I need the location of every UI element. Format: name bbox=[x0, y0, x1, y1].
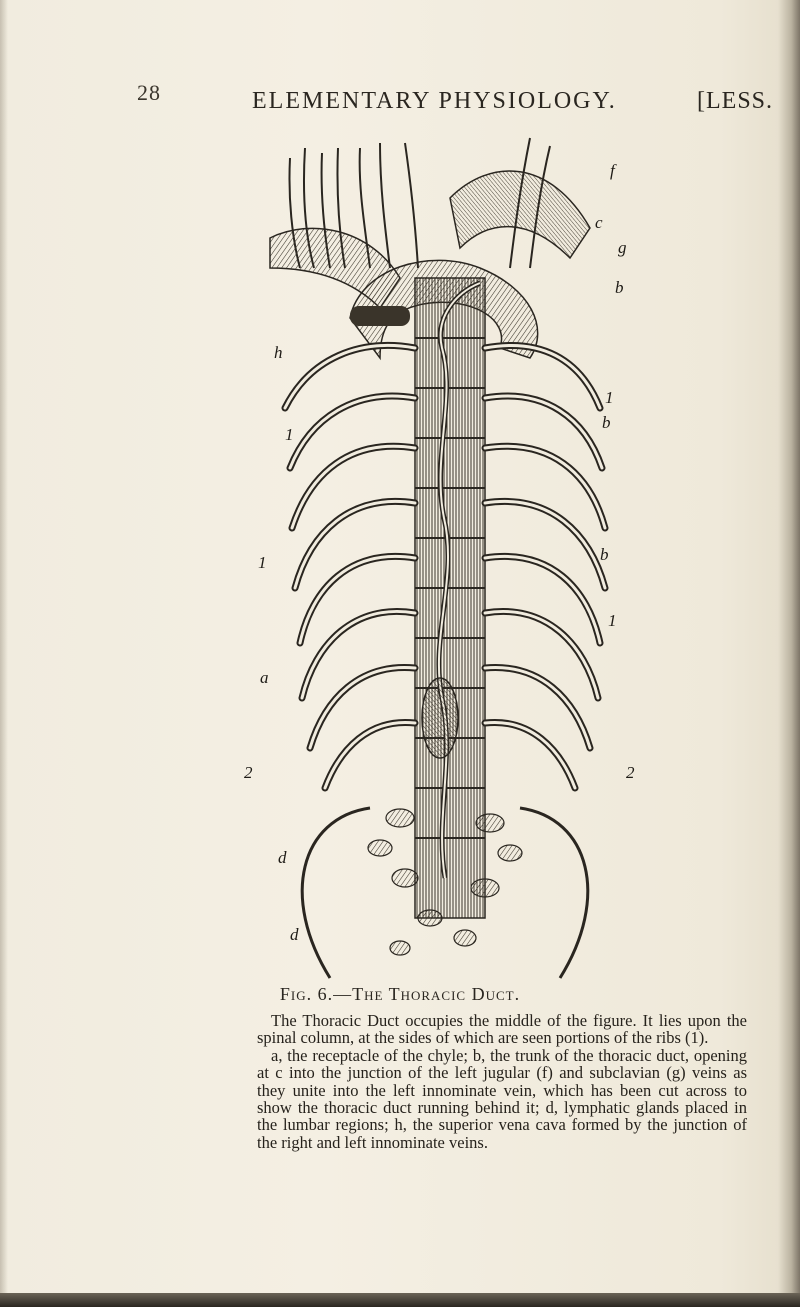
page-bottom-edge bbox=[0, 1293, 800, 1307]
thoracic-duct-illustration bbox=[230, 118, 650, 988]
label-b-mid: b bbox=[602, 413, 611, 432]
label-d-upper: d bbox=[278, 848, 287, 867]
label-c: c bbox=[595, 213, 603, 232]
label-b-lower: b bbox=[600, 545, 609, 564]
label-1-left-lower: 1 bbox=[258, 553, 267, 572]
label-2-left: 2 bbox=[244, 763, 253, 782]
label-h: h bbox=[274, 343, 283, 362]
figure-description bbox=[257, 1012, 747, 1151]
label-1-right-top: 1 bbox=[605, 388, 614, 407]
label-g: g bbox=[618, 238, 627, 257]
right-vessel-mass bbox=[450, 171, 590, 258]
vertebral-column bbox=[415, 278, 485, 918]
label-a: a bbox=[260, 668, 269, 687]
figure-caption: Fig. 6.—The Thoracic Duct. bbox=[279, 984, 521, 1004]
label-f: f bbox=[610, 161, 615, 180]
page-binding-shadow bbox=[778, 0, 800, 1307]
label-2-right: 2 bbox=[626, 763, 635, 782]
label-d-lower: d bbox=[290, 925, 299, 944]
label-1-right-lower: 1 bbox=[608, 611, 617, 630]
label-1-left-mid: 1 bbox=[285, 425, 294, 444]
page-left-edge bbox=[0, 0, 8, 1307]
innominate-vein-cut bbox=[350, 306, 410, 326]
label-b-top: b bbox=[615, 278, 624, 297]
description-paragraph-1: The Thoracic Duct occupies the middle of the figure. It lies upon the spinal column, at the sides of which are seen portions of the ribs (1). bbox=[257, 1011, 747, 1048]
page-number: 28 bbox=[137, 80, 161, 105]
description-paragraph-2: a, the receptacle of the chyle; b, the trunk of the thoracic duct, opening at c into the junction of the left jugular (f) and subclavian (g) veins as they unite into the left innominate vein, which has been cut across to show the thoracic duct running behind it; d, lymphatic glands placed in the lumbar regions; h, the superior vena cava formed by the junction of the right and left innominate veins. bbox=[257, 1045, 747, 1152]
receptacle-of-chyle bbox=[422, 678, 458, 758]
running-head: ELEMENTARY PHYSIOLOGY. bbox=[252, 88, 617, 114]
engraving-svg bbox=[230, 118, 650, 988]
section-tag: [LESS. bbox=[697, 88, 774, 114]
